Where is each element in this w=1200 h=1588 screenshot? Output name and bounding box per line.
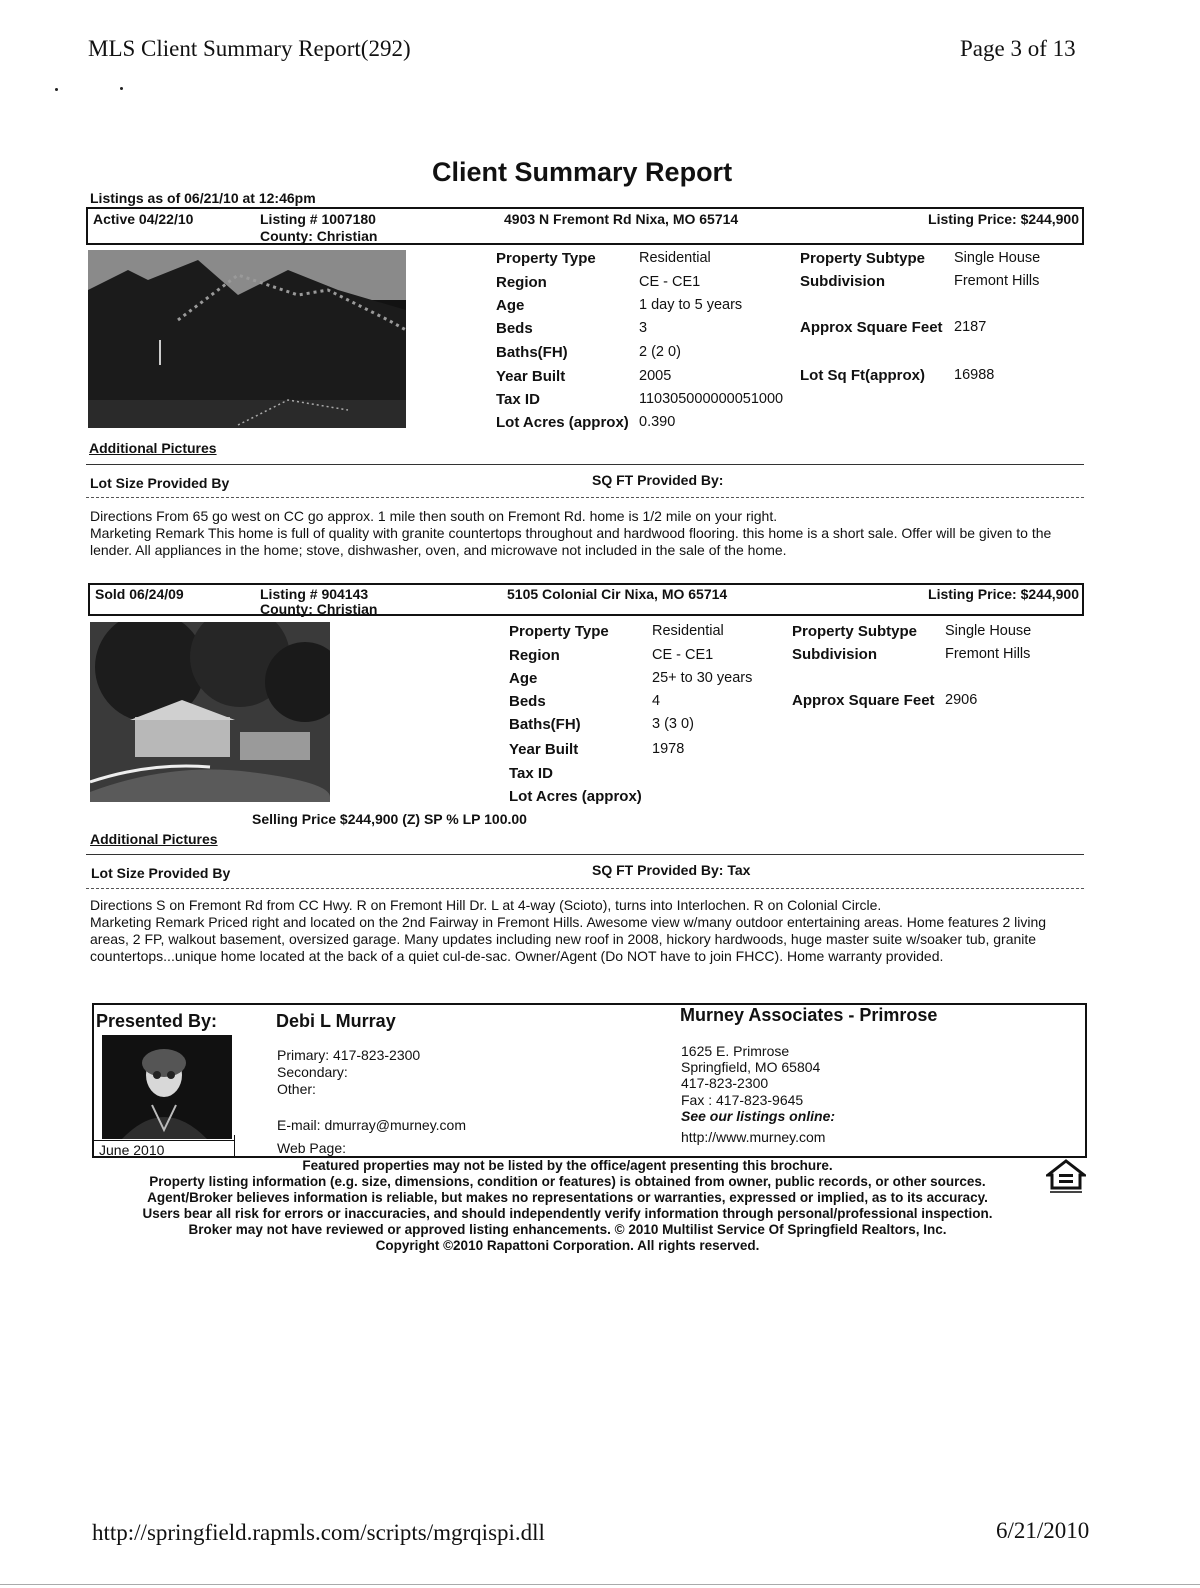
field-value: Single House — [954, 250, 1041, 266]
field-label: Approx Square Feet — [792, 692, 935, 709]
additional-pictures-link[interactable]: Additional Pictures — [89, 440, 217, 456]
field-value: 4 — [652, 693, 661, 709]
agent-other-phone: Other: — [277, 1081, 316, 1097]
field-value: 2005 — [639, 368, 672, 384]
footer-url: http://springfield.rapmls.com/scripts/mgrqispi.dll — [92, 1520, 545, 1545]
company-fax: Fax : 417-823-9645 — [681, 1092, 804, 1108]
field-label: Approx Square Feet — [800, 319, 943, 336]
field-label: Lot Acres (approx) — [496, 414, 629, 431]
disclaimer-line: Agent/Broker believes information is reliable, but makes no representations or warranties, expressed or implied, as to its accuracy. — [147, 1190, 988, 1205]
listing-price: Listing Price: $244,900 — [928, 586, 1079, 602]
field-label: Age — [509, 670, 538, 687]
field-value: Fremont Hills — [945, 646, 1031, 662]
page-edge — [0, 1584, 1200, 1585]
listing-marketing-remark: Marketing Remark This home is full of quality with granite countertops throughout and hardwood flooring. this home is a short sale. Offer will be given to the lender. All appliances in the home; stove, dishwasher, oven, and microwave not included in the sale of the home. — [90, 525, 1052, 558]
agent-web-page: Web Page: — [277, 1140, 347, 1156]
field-value: 0.390 — [639, 414, 676, 430]
field-value: Residential — [652, 623, 724, 639]
lot-size-provided-by: Lot Size Provided By — [90, 475, 230, 491]
disclaimer-line: Featured properties may not be listed by the office/agent presenting this brochure. — [302, 1158, 833, 1173]
company-phone: 417-823-2300 — [681, 1075, 769, 1091]
company-website-link[interactable]: http://www.murney.com — [681, 1129, 826, 1145]
field-label: Subdivision — [792, 646, 878, 663]
field-value: Residential — [639, 250, 711, 266]
field-label: Age — [496, 297, 525, 314]
disclaimer-line: Users bear all risk for errors or inaccuracies, and should independently verify information through personal/professional inspection. — [142, 1206, 993, 1221]
field-label: Baths(FH) — [509, 716, 581, 733]
field-label: Region — [496, 274, 547, 291]
field-label: Lot Sq Ft(approx) — [800, 367, 925, 384]
field-label: Beds — [509, 693, 546, 710]
divider — [86, 888, 1084, 889]
field-value: 25+ to 30 years — [652, 670, 753, 686]
field-label: Year Built — [496, 368, 566, 385]
caption-separator — [234, 1135, 235, 1158]
agent-name: Debi L Murray — [276, 1011, 396, 1031]
field-label: Property Type — [496, 250, 596, 267]
field-label: Tax ID — [509, 765, 553, 782]
listings-as-of: Listings as of 06/21/10 at 12:46pm — [90, 190, 316, 206]
listing-status: Active 04/22/10 — [93, 211, 194, 227]
listing-address: 4903 N Fremont Rd Nixa, MO 65714 — [504, 211, 739, 227]
listing-2-photo[interactable] — [90, 622, 330, 802]
disclaimer-line: Property listing information (e.g. size, dimensions, condition or features) is obtained from owner, public records, or other sources. — [149, 1174, 986, 1189]
see-listings-label: See our listings online: — [681, 1108, 836, 1124]
divider — [86, 854, 1084, 855]
listing-address: 5105 Colonial Cir Nixa, MO 65714 — [507, 586, 728, 602]
field-label: Lot Acres (approx) — [509, 788, 642, 805]
equal-housing-icon — [1046, 1158, 1086, 1196]
listing-directions: Directions From 65 go west on CC go approx. 1 mile then south on Fremont Rd. home is 1/2 mile on your right. — [90, 508, 778, 524]
disclaimer-line: Copyright ©2010 Rapattoni Corporation. All rights reserved. — [375, 1238, 760, 1253]
field-value: Single House — [945, 623, 1032, 639]
company-address-line1: 1625 E. Primrose — [681, 1043, 790, 1059]
field-label: Tax ID — [496, 391, 540, 408]
field-label: Year Built — [509, 741, 579, 758]
listing-county: County: Christian — [260, 601, 378, 617]
field-value: 3 (3 0) — [652, 716, 694, 732]
field-value: Fremont Hills — [954, 273, 1040, 289]
field-value: 16988 — [954, 367, 995, 383]
agent-secondary-phone: Secondary: — [277, 1064, 348, 1080]
agent-email[interactable]: E-mail: dmurray@murney.com — [277, 1117, 466, 1133]
field-value: CE - CE1 — [639, 274, 701, 290]
listing-1-header-box — [86, 207, 1084, 245]
footer-date: 6/21/2010 — [996, 1518, 1090, 1543]
field-label: Beds — [496, 320, 533, 337]
listing-2-header-box — [88, 583, 1084, 616]
field-value: 3 — [639, 320, 648, 336]
field-value: CE - CE1 — [652, 647, 714, 663]
sqft-provided-by: SQ FT Provided By: — [592, 472, 724, 488]
field-value: 2906 — [945, 692, 978, 708]
field-value: 2 (2 0) — [639, 344, 681, 360]
field-label: Property Type — [509, 623, 609, 640]
listing-marketing-remark: Marketing Remark Priced right and located on the 2nd Fairway in Fremont Hills. Awesome view w/many outdoor entertaining areas. Home features 2 living areas, 2 FP, walkout basement, oversized garage. Many updates including new roof in 2008, hickory hardwoods, huge master suite w/soaker tub, granite countertops...unique home located at the back of a quiet cul-de-sac. Owner/Agent (Do NOT have to join FHCC). Home warranty provided. — [90, 914, 1047, 964]
presented-by-label: Presented By: — [96, 1011, 218, 1031]
listing-1-photo[interactable] — [88, 250, 406, 428]
listing-price: Listing Price: $244,900 — [928, 211, 1079, 227]
field-label: Property Subtype — [800, 250, 926, 267]
page-number: Page 3 of 13 — [960, 36, 1076, 61]
company-name: Murney Associates - Primrose — [680, 1005, 938, 1025]
scan-speck — [55, 88, 58, 91]
divider — [86, 497, 1084, 498]
listing-county: County: Christian — [260, 228, 378, 244]
agent-photo-date: June 2010 — [99, 1142, 165, 1158]
listing-number: Listing # 1007180 — [260, 211, 376, 227]
field-value: 2187 — [954, 319, 987, 335]
field-value: 1 day to 5 years — [639, 297, 743, 313]
listing-status: Sold 06/24/09 — [95, 586, 184, 602]
photo-caption-divider — [94, 1140, 234, 1141]
disclaimer-line: Broker may not have reviewed or approved listing enhancements. © 2010 Multilist Service Of Springfield Realtors, Inc. — [188, 1222, 947, 1237]
field-label: Property Subtype — [792, 623, 918, 640]
field-label: Region — [509, 647, 560, 664]
agent-primary-phone: Primary: 417-823-2300 — [277, 1047, 421, 1063]
scan-speck — [120, 87, 123, 90]
disclaimer — [90, 1158, 1045, 1254]
field-label: Baths(FH) — [496, 344, 568, 361]
additional-pictures-link[interactable]: Additional Pictures — [90, 831, 218, 847]
presented-by-box — [92, 1003, 1087, 1158]
page-title: Client Summary Report — [432, 157, 733, 187]
company-address-line2: Springfield, MO 65804 — [681, 1059, 821, 1075]
selling-price-line: Selling Price $244,900 (Z) SP % LP 100.00 — [252, 811, 527, 827]
listing-directions: Directions S on Fremont Rd from CC Hwy. R on Fremont Hill Dr. L at 4-way (Scioto), turns into Interlochen. R on Colonial Circle. — [90, 897, 882, 913]
divider — [86, 464, 1084, 465]
listing-number: Listing # 904143 — [260, 586, 369, 602]
lot-size-provided-by: Lot Size Provided By — [91, 865, 231, 881]
field-value: 110305000000051000 — [639, 391, 784, 407]
agent-photo — [102, 1035, 232, 1139]
field-value: 1978 — [652, 741, 685, 757]
report-header-title: MLS Client Summary Report(292) — [88, 36, 411, 61]
field-label: Subdivision — [800, 273, 886, 290]
sqft-provided-by: SQ FT Provided By: Tax — [592, 862, 751, 878]
